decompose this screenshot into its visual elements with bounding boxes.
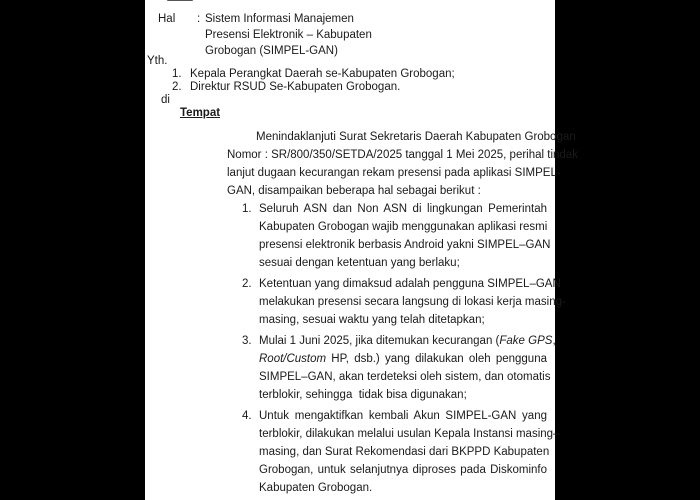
point-line: masing, dan Surat Rekomendasi dari BKPPD Kabupaten [259,446,550,458]
point-line: Mulai 1 Juni 2025, jika ditemukan kecurangan (Fake GPS, [259,335,556,347]
point-line: masing, sesuai waktu yang telah ditetapkan; [259,314,485,326]
subject-line: Grobogan (SIMPEL-GAN) [205,45,338,57]
point-line: Seluruh ASN dan Non ASN di lingkungan Pemerintah [259,203,547,215]
di-label: di [161,94,170,106]
point-number: 1. [242,203,252,215]
recipient-number: 2. [172,81,182,93]
point-line: sesuai dengan ketentuan yang berlaku; [259,257,460,269]
point-line: terblokir, dilakukan melalui usulan Kepala Instansi masing– [259,428,560,440]
yth-label: Yth. [147,55,168,67]
recipient-text: Direktur RSUD Se-Kabupaten Grobogan. [190,81,401,93]
point-line: Grobogan, untuk selanjutnya diproses pada Diskominfo [259,464,547,476]
tempat-label: Tempat [180,107,221,119]
point-line: Ketentuan yang dimaksud adalah pengguna SIMPEL–GAN [259,278,561,290]
point-line: Untuk mengaktifkan kembali Akun SIMPEL-GAN yang [259,410,547,422]
document-page [145,0,578,500]
subject-line: Sistem Informasi Manajemen [205,13,354,25]
point-line: SIMPEL–GAN, akan terdeteksi oleh sistem, dan otomatis [259,371,551,383]
point-line: Kabupaten Grobogan. [259,482,373,494]
point-line: Root/Custom HP, dsb.) yang dilakukan oleh pengguna [259,353,547,365]
recipient-text: Kepala Perangkat Daerah se-Kabupaten Grobogan; [190,68,455,80]
point-line: melakukan presensi secara langsung di lokasi kerja masing- [259,296,566,308]
subject-line: Presensi Elektronik – Kabupaten [205,29,372,41]
recipient-number: 1. [172,68,182,80]
point-number: 4. [242,410,252,422]
point-line: terblokir, sehingga tidak bisa digunakan; [259,389,467,401]
intro-line: Menindaklanjuti Surat Sekretaris Daerah Kabupaten Grobogan [256,131,576,143]
intro-line: GAN, disampaikan beberapa hal sebagai berikut : [227,185,481,197]
hal-colon: : [197,13,201,25]
cropped-text-fragment [167,0,193,1]
point-number: 2. [242,278,252,290]
point-line: presensi elektronik berbasis Android yakni SIMPEL–GAN [259,239,551,251]
intro-line: Nomor : SR/800/350/SETDA/2025 tanggal 1 Mei 2025, perihal tindak [227,149,578,161]
point-line: Kabupaten Grobogan wajib menggunakan aplikasi resmi [259,221,548,233]
hal-label: Hal [158,13,176,25]
point-number: 3. [242,335,252,347]
intro-line: lanjut dugaan kecurangan rekam presensi pada aplikasi SIMPEL- [227,167,561,179]
